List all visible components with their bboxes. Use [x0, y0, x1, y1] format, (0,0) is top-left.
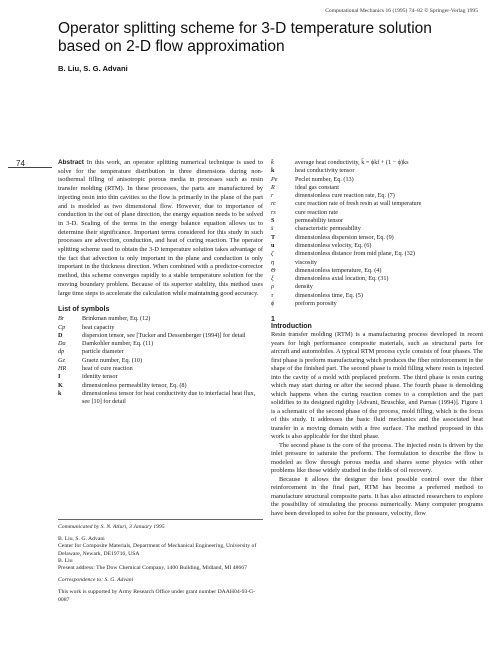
- symbol-definition: dimensionless velocity, Eq. (6): [295, 241, 372, 249]
- paper-title: Operator splitting scheme for 3-D temperature solution based on 2-D flow approximation: [58, 20, 432, 55]
- symbol-definition: dimensionless time, Eq. (5): [295, 291, 363, 299]
- section-title: Introduction: [271, 323, 312, 331]
- symbol-term: K: [58, 381, 63, 389]
- symbol-definition: dimensionless temperature, Eq. (4): [295, 266, 382, 274]
- symbol-definition: permeability tensor: [295, 217, 343, 225]
- journal-citation: Computational Mechanics 16 (1995) 74–82 © Springer-Verlag 1995: [325, 8, 478, 14]
- intro-paragraph-1: Resin transfer molding (RTM) is a manufacturing process developed in recent years for high performance composite materials, such as structural parts for aircraft and automobiles. A typical RTM process cycle consists of four phases. The first phase is preform manufacturing which produces the fiber reinforcement in the shape of the finished part. The second phase is mold filling where resin is injected into the cavity of a mold with preplaced preform. The third phase is resin curing which may start during or after the second phase. The fourth phase is demolding which happens when the curing reaction comes to a completion and the part solidifies to its designed rigidity [Advani, Bruschke, and Parnas (1994)]. Figure 1 is a schematic of the second phase of the process, mold filling, which is the focus of this study. It addresses the basic fluid mechanics and the associated heat transfer in a moving domain with a free surface. The method proposed in this work is also applicable for the third phase.: [271, 331, 483, 441]
- symbol-term: dp: [58, 348, 65, 356]
- symbol-definition: dimensionless axial location, Eq. (31): [295, 275, 389, 283]
- symbol-row: [58, 315, 263, 323]
- symbol-definition: dimensionless tensor for heat conductivity due to interfacial heat flux, see [10] for detail: [82, 389, 256, 406]
- symbol-term: Da: [58, 340, 66, 348]
- symbol-row: [271, 250, 483, 258]
- abstract-text: In this work, an operator splitting numerical technique is used to solve for the temperature distribution in three dimensions during non-isothermal filling of anisotropic porous media in processes such as resin transfer molding (RTM). In these processes, the parts are manufactured by injecting resin into thin cavities so the flow is primarily in the plane of the part and is modeled as two dimensional flow. However, due to importance of conduction in the out of plane direction, the energy equation needs to be solved in 3-D. Scaling of the terms in the energy balance equation allows us to determine their significance. Important terms considered for this study in such processes are advection, conduction, and heat of curing reaction. The operator splitting scheme used to obtain the 3-D temperature solution takes advantage of the fact that advection is only important in the plane and conduction is only important in the thickness direction. When combined with a predictor-corrector method, this scheme converges rapidly to a stable temperature solution for the moving boundary problem. Because of its superior stability, this method uses large time steps to accelerate the calculation while maintaining good accuracy.: [58, 159, 263, 297]
- symbol-definition: Damkohler number, Eq. (11): [82, 340, 154, 348]
- symbol-row: [58, 382, 263, 390]
- symbol-row: [271, 292, 483, 300]
- section-number: 1: [271, 316, 275, 324]
- symbol-term: rs: [271, 208, 276, 216]
- symbol-definition: identity tensor: [82, 373, 118, 381]
- symbol-row: [58, 332, 263, 340]
- symbol-definition: particle diameter: [82, 348, 124, 356]
- intro-paragraph-2: The second phase is the core of the process. The injected resin is driven by the inlet pressure to saturate the preform. The formulation to describe the flow is modeled as flow through porous media and shares some physics with other problems like those widely studied in the fields of oil recovery.: [271, 441, 483, 475]
- symbol-definition: ideal gas constant: [295, 183, 339, 191]
- symbol-row: [271, 159, 483, 167]
- symbol-row: [58, 365, 263, 373]
- page-number-rule: [8, 167, 52, 168]
- symbol-row: [271, 225, 483, 233]
- symbol-row: [271, 300, 483, 308]
- symbol-definition: Brinkman number, Eq. (12): [82, 315, 151, 323]
- symbol-row: [58, 340, 263, 348]
- symbol-term: Pe: [271, 175, 278, 183]
- author-affiliation: B. Liu, S. G. Advani Center for Composite Materials, Department of Mechanical Engineering, University of Delaware, Newark, DE19716, USA B. Liu Present address: The Dow Chemical Company, 1400 Building, Midland, MI 48667: [58, 536, 257, 572]
- symbol-row: [58, 357, 263, 365]
- symbol-definition: dimensionless cure reaction rate, Eq. (7): [295, 192, 395, 200]
- symbol-row: [271, 283, 483, 291]
- symbol-term: R: [271, 183, 275, 191]
- symbol-term: r: [271, 192, 274, 200]
- symbol-definition: Graetz number, Eq. (10): [82, 356, 143, 364]
- symbol-row: [271, 267, 483, 275]
- correspondence-note: Correspondence to: S. G. Advani: [58, 577, 134, 584]
- symbol-row: [271, 217, 483, 225]
- symbol-row: [58, 373, 263, 381]
- symbol-definition: dimensionless dispersion tensor, Eq. (9): [295, 233, 394, 241]
- symbol-term: ρ: [271, 283, 274, 291]
- symbol-definition: dimensionless permeability tensor, Eq. (8): [82, 381, 187, 389]
- funding-note: This work is supported by Army Research Office under grant number DAAH04-93-G-0087: [58, 589, 256, 603]
- symbol-row: [271, 275, 483, 283]
- intro-paragraph-3: Because it allows the designer the best possible control over the fiber reinforcement in the final part, RTM has become a preferred method to manufacture structural composite parts. It has also attracted researchers to explore the possibility of simulating the process numerically. Many computer programs have been developed to solve for the pressure, velocity, flow: [271, 475, 483, 517]
- symbol-row: [271, 259, 483, 267]
- symbol-row: [271, 242, 483, 250]
- symbol-term: k: [271, 167, 275, 175]
- symbol-term: Cp: [58, 323, 66, 331]
- abstract-label: Abstract: [58, 159, 84, 166]
- symbol-term: Θ: [271, 266, 276, 274]
- symbol-term: s̄: [271, 225, 274, 233]
- symbol-term: D: [58, 331, 63, 339]
- symbol-term: k: [58, 389, 62, 397]
- symbol-row: [58, 324, 263, 332]
- symbols-list-left: [58, 315, 263, 406]
- symbol-definition: heat of cure reaction: [82, 365, 133, 373]
- symbol-definition: cure reaction rate: [295, 208, 338, 216]
- symbol-term: τ: [271, 291, 274, 299]
- symbol-term: T: [271, 233, 276, 241]
- symbol-row: [58, 390, 263, 407]
- symbol-definition: density: [295, 283, 313, 291]
- symbol-term: η: [271, 258, 275, 266]
- symbol-definition: viscosity: [295, 258, 318, 266]
- footnotes: [58, 519, 263, 609]
- symbol-row: [271, 200, 483, 208]
- symbol-definition: heat capacity: [82, 323, 115, 331]
- symbol-term: rc: [271, 200, 276, 208]
- author-list: B. Liu, S. G. Advani: [58, 64, 128, 73]
- symbol-term: S: [271, 217, 275, 225]
- symbol-row: [271, 234, 483, 242]
- symbol-definition: cure reaction rate of fresh resin at wall temperature: [295, 200, 422, 208]
- symbol-term: ζ: [271, 250, 274, 258]
- symbol-term: u: [271, 241, 275, 249]
- symbol-definition: characteristic permeability: [295, 225, 361, 233]
- symbol-term: Br: [58, 315, 65, 323]
- symbols-heading: List of symbols: [58, 306, 110, 314]
- symbol-term: HR: [58, 365, 67, 373]
- symbol-row: [58, 348, 263, 356]
- left-column: [58, 159, 263, 407]
- symbol-definition: Peclet number, Eq. (13): [295, 175, 354, 183]
- communicated-note: Communicated by S. N. Atluri, 3 January 1995: [58, 524, 165, 530]
- symbol-definition: dimensionless distance from mid plane, Eq. (32): [295, 250, 415, 258]
- symbol-term: ξ: [271, 275, 274, 283]
- symbol-row: [271, 176, 483, 184]
- symbol-row: [271, 184, 483, 192]
- symbol-definition: preform porosity: [295, 300, 337, 308]
- symbol-definition: average heat conductivity, k̄ = ϕkf + (1 − ϕ)ks: [295, 159, 409, 166]
- page-number: 74: [16, 159, 25, 168]
- symbol-definition: dispersion tensor, see [Tucker and Dessenberger (1994)] for detail: [82, 331, 246, 339]
- symbol-term: I: [58, 373, 61, 381]
- symbol-term: k̄: [271, 159, 274, 166]
- symbol-definition: heat conductivity tensor: [295, 167, 355, 175]
- symbol-row: [271, 167, 483, 175]
- abstract: [58, 159, 263, 298]
- symbol-term: ϕ: [271, 300, 275, 308]
- symbol-row: [271, 192, 483, 200]
- right-column: [271, 159, 483, 518]
- symbol-row: [271, 209, 483, 217]
- symbol-term: Gz: [58, 356, 65, 364]
- symbols-list-right: [271, 159, 483, 308]
